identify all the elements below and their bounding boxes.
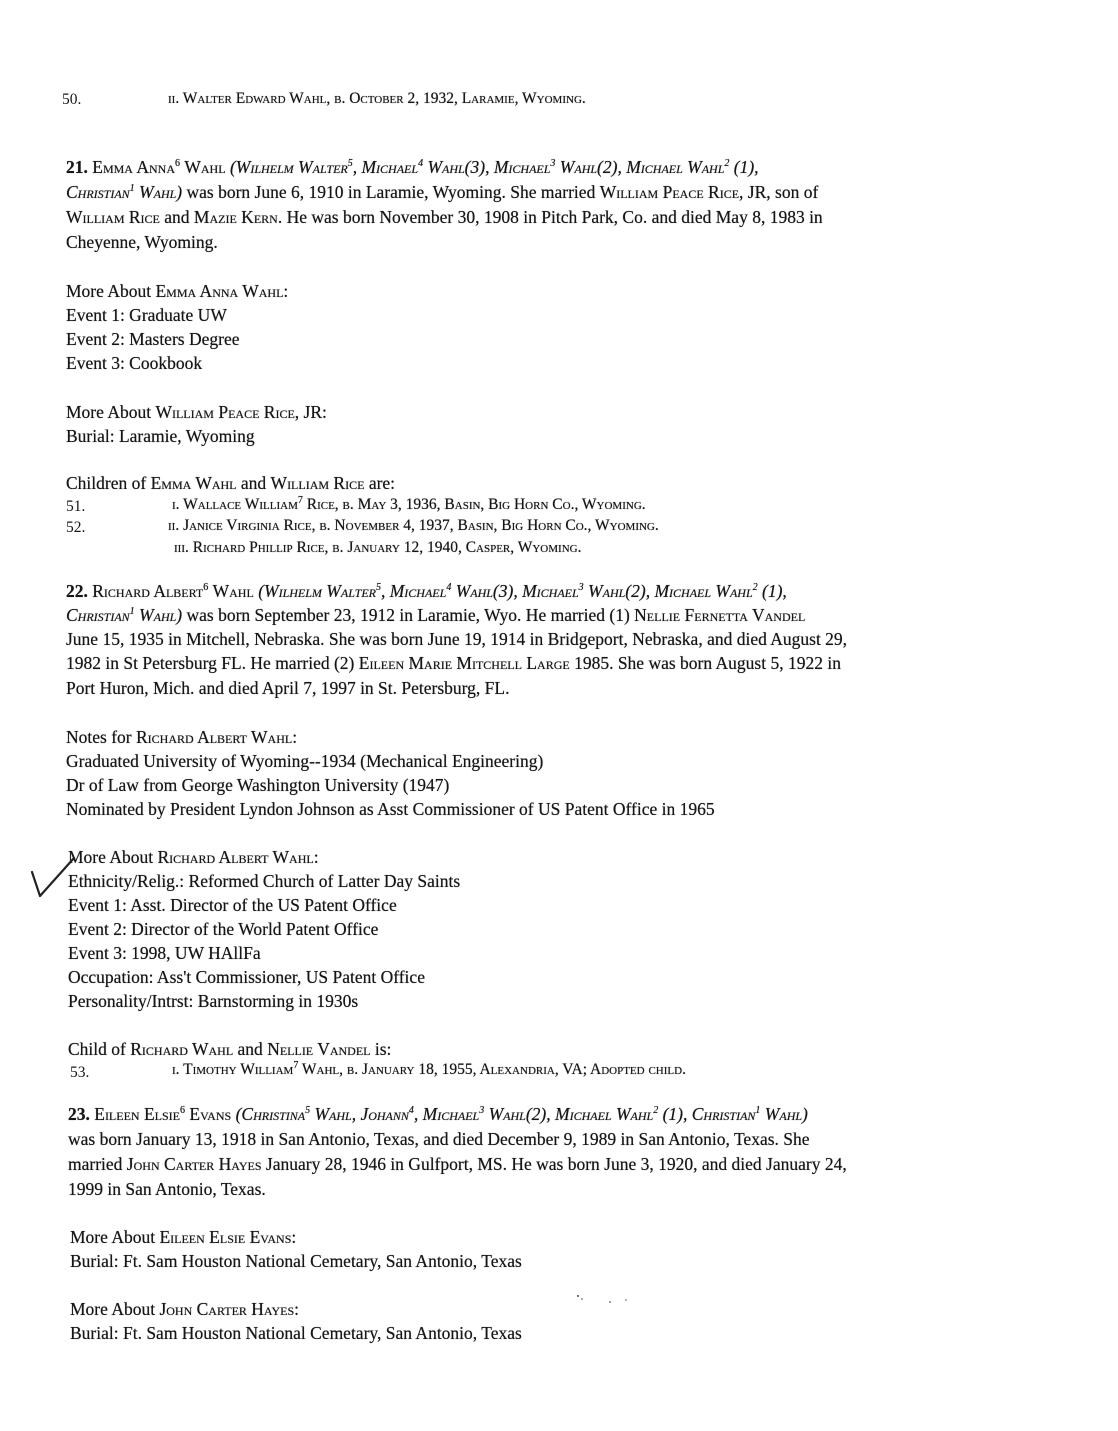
note-line: Nominated by President Lyndon Johnson as Asst Commissioner of US Patent Office in 1965 <box>66 799 715 819</box>
burial-line: Burial: Laramie, Wyoming <box>66 426 255 446</box>
note-line: Graduated University of Wyoming--1934 (Mechanical Engineering) <box>66 751 544 771</box>
entry-23-line-4: 1999 in San Antonio, Texas. <box>68 1179 266 1199</box>
children-heading: Children of Emma Wahl and William Rice are: <box>66 473 396 493</box>
record-number: 53. <box>70 1064 90 1081</box>
lineage: (Christina$^5$ Wahl, Johann$^4$, Michael$^3$ Wahl(2), Michael Wahl$^2$ (1), Christian$^1$ Wahl) <box>235 1104 808 1124</box>
entry-23-line-1: 23. Eileen Elsie$^6$ Evans (Christina$^5$ Wahl, Johann$^4$, Michael$^3$ Wahl(2), Michael Wahl$^2$ (1), Christian$^1$ Wahl) <box>68 1104 808 1124</box>
entry-23-line-3: married John Carter Hayes January 28, 1946 in Gulfport, MS. He was born June 3, 1920, and died January 24, <box>68 1154 847 1174</box>
fact-line: Personality/Intrst: Barnstorming in 1930s <box>68 991 359 1011</box>
note-line: Dr of Law from George Washington University (1947) <box>66 775 450 795</box>
fact-line: Occupation: Ass't Commissioner, US Patent Office <box>68 967 425 987</box>
entry-21-line-4: Cheyenne, Wyoming. <box>66 232 218 252</box>
record-number: 52. <box>66 519 86 536</box>
more-about-heading: More About William Peace Rice, JR: <box>66 402 327 422</box>
entry-22-line-3: June 15, 1935 in Mitchell, Nebraska. She was born June 19, 1914 in Bridgeport, Nebraska, and died August 29, <box>66 629 848 649</box>
handwritten-checkmark-icon <box>28 852 78 902</box>
person-name: Eileen Elsie <box>94 1104 180 1124</box>
lineage: (Wilhelm Walter$^5$, Michael$^4$ Wahl(3), Michael$^3$ Wahl(2), Michael Wahl$^2$ (1), <box>229 157 759 177</box>
record-number: 51. <box>66 498 86 515</box>
entry-21-line-3: William Rice and Mazie Kern. He was born November 30, 1908 in Pitch Park, Co. and died May 8, 1983 in <box>66 207 823 227</box>
entry-number: 21. <box>66 157 88 177</box>
fact-line: Event 3: 1998, UW HAllFa <box>68 943 261 963</box>
event-line: Event 3: Cookbook <box>66 353 203 373</box>
person-surname: Wahl <box>184 157 226 177</box>
spouse-name: William Peace Rice, JR <box>599 182 767 202</box>
entry-22-line-2: Christian$^1$ Wahl) was born September 23, 1912 in Laramie, Wyo. He married (1) Nellie Fernetta Vandel <box>66 605 806 625</box>
entry-number: 23. <box>68 1104 90 1124</box>
person-surname: Wahl <box>212 581 254 601</box>
burial-line: Burial: Ft. Sam Houston National Cemetary, San Antonio, Texas <box>70 1323 522 1343</box>
entry-number: 22. <box>66 581 88 601</box>
entry-21-line-2: Christian$^1$ Wahl) was born June 6, 1910 in Laramie, Wyoming. She married William Peace Rice, JR, son of <box>66 182 819 202</box>
fact-line: Ethnicity/Relig.: Reformed Church of Latter Day Saints <box>68 871 461 891</box>
person-name: Richard Albert <box>92 581 204 601</box>
children-heading: Child of Richard Wahl and Nellie Vandel is: <box>68 1039 392 1059</box>
person-surname: Evans <box>189 1104 232 1124</box>
notes-heading: Notes for Richard Albert Wahl: <box>66 727 298 747</box>
entry-23-line-2: was born January 13, 1918 in San Antonio, Texas, and died December 9, 1989 in San Antonio, Texas. She <box>68 1129 810 1149</box>
more-about-heading: More About John Carter Hayes: <box>70 1299 300 1319</box>
entry-22-line-5: Port Huron, Mich. and died April 7, 1997 in St. Petersburg, FL. <box>66 678 510 698</box>
child-entry: iii. Richard Phillip Rice, b. January 12, 1940, Casper, Wyoming. <box>174 539 582 556</box>
event-line: Event 1: Graduate UW <box>66 305 227 325</box>
more-about-heading: More About Richard Albert Wahl: <box>68 847 319 867</box>
fact-line: Event 2: Director of the World Patent Office <box>68 919 379 939</box>
child-entry: i. Wallace William$^7$ Rice, b. May 3, 1936, Basin, Big Horn Co., Wyoming. <box>172 494 646 513</box>
more-about-heading: More About Eileen Elsie Evans: <box>70 1227 297 1247</box>
child-entry: ii. Janice Virginia Rice, b. November 4, 1937, Basin, Big Horn Co., Wyoming. <box>168 517 659 534</box>
child-entry: ii. Walter Edward Wahl, b. October 2, 1932, Laramie, Wyoming. <box>168 90 586 107</box>
person-name: Emma Anna <box>92 157 175 177</box>
entry-21-line-1: 21. Emma Anna$^6$ Wahl (Wilhelm Walter$^5$, Michael$^4$ Wahl(3), Michael$^3$ Wahl(2), Michael Wahl$^2$ (1), <box>66 157 759 177</box>
event-line: Event 2: Masters Degree <box>66 329 240 349</box>
spouse-name: Eileen Marie Mitchell Large <box>358 653 570 673</box>
spouse-name: John Carter Hayes <box>126 1154 262 1174</box>
entry-22-line-4: 1982 in St Petersburg FL. He married (2) Eileen Marie Mitchell Large 1985. She was born August 5, 1922 in <box>66 653 841 673</box>
record-number: 50. <box>62 91 82 108</box>
entry-22-line-1: 22. Richard Albert$^6$ Wahl (Wilhelm Walter$^5$, Michael$^4$ Wahl(3), Michael$^3$ Wahl(2), Michael Wahl$^2$ (1), <box>66 581 787 601</box>
lineage: (Wilhelm Walter$^5$, Michael$^4$ Wahl(3), Michael$^3$ Wahl(2), Michael Wahl$^2$ (1), <box>258 581 787 601</box>
scan-noise-icon <box>566 1290 636 1310</box>
child-entry: i. Timothy William$^7$ Wahl, b. January 18, 1955, Alexandria, VA; Adopted child. <box>172 1059 686 1078</box>
burial-line: Burial: Ft. Sam Houston National Cemetary, San Antonio, Texas <box>70 1251 522 1271</box>
spouse-name: Nellie Fernetta Vandel <box>634 605 806 625</box>
more-about-heading: More About Emma Anna Wahl: <box>66 281 289 301</box>
fact-line: Event 1: Asst. Director of the US Patent Office <box>68 895 397 915</box>
